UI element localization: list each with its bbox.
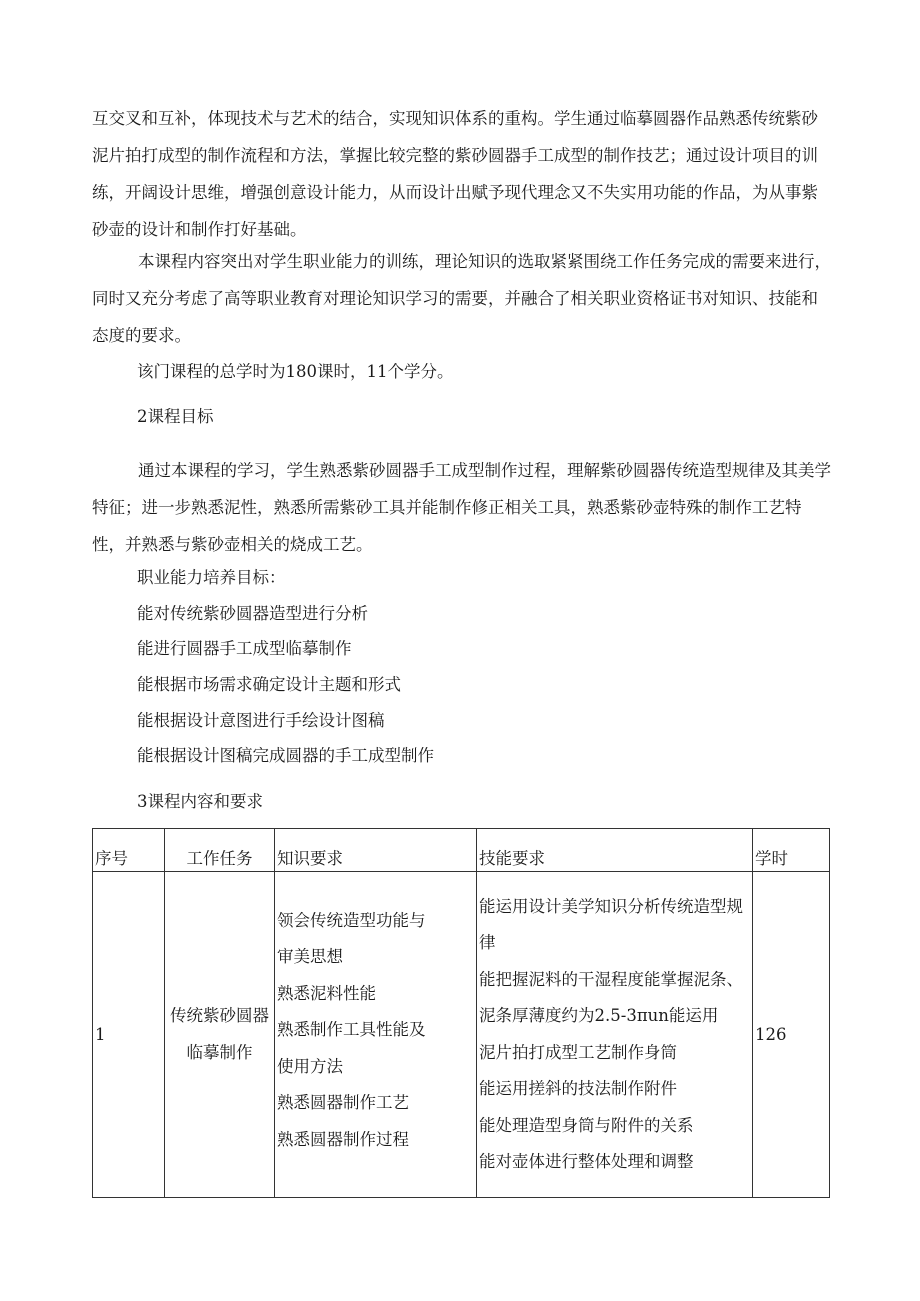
header-cell-knowledge: 知识要求 xyxy=(275,829,477,872)
table-row xyxy=(93,872,830,1198)
cell-skills xyxy=(477,872,753,1198)
skill-line: 能处理造型身筒与附件的关系 xyxy=(479,1115,694,1135)
cell-number: 1 xyxy=(93,872,165,1198)
header-cell-hours: 学时 xyxy=(753,829,830,872)
knowledge-line: 熟悉制作工具性能及 xyxy=(277,1020,426,1040)
skill-line: 能运用设计美学知识分析传统造型规 xyxy=(479,896,743,916)
paragraph-total-hours: 该门课程的总学时为180课时，11个学分。 xyxy=(137,362,454,381)
skill-line: 泥条厚薄度约为2.5-3πun能运用 xyxy=(479,1006,719,1025)
knowledge-line: 熟悉泥料性能 xyxy=(277,983,376,1003)
course-content-table xyxy=(92,828,830,1198)
header-cell-number: 序号 xyxy=(93,829,165,872)
knowledge-line: 领会传统造型功能与 xyxy=(277,910,426,930)
section-heading-course-content: 3课程内容和要求 xyxy=(137,792,263,811)
task-line: 传统紫砂圆器 xyxy=(170,1006,269,1025)
table-header-row xyxy=(93,829,830,872)
goal-item: 能根据设计意图进行手绘设计图稿 xyxy=(137,711,385,730)
goal-item: 能对传统紫砂圆器造型进行分析 xyxy=(137,604,368,623)
header-cell-task: 工作任务 xyxy=(165,829,275,872)
skill-line: 能对壶体进行整体处理和调整 xyxy=(479,1152,694,1171)
skill-line: 泥片拍打成型工艺制作身筒 xyxy=(479,1042,677,1062)
knowledge-line: 审美思想 xyxy=(277,947,343,967)
paragraph-course-intro: 互交叉和互补，体现技术与艺术的结合，实现知识体系的重构。学生通过临摹圆器作品熟悉传统紫砂泥片拍打成型的制作流程和方法，掌握比较完整的紫砂圆器手工成型的制作技艺；通过设计项目的训练，开阔设计思维，增强创意设计能力，从而设计出赋予现代理念又不失实用功能的作品，为从事紫砂壶的设计和制作打好基础。 xyxy=(92,109,818,239)
skill-line: 能把握泥料的干湿程度能掌握泥条、 xyxy=(479,969,743,989)
section-heading-course-goals: 2课程目标 xyxy=(137,407,214,426)
header-cell-skills: 技能要求 xyxy=(477,829,753,872)
paragraph-course-goals: 通过本课程的学习，学生熟悉紫砂圆器手工成型制作过程，理解紫砂圆器传统造型规律及其美学特征；进一步熟悉泥性，熟悉所需紫砂工具并能制作修正相关工具，熟悉紫砂壶特殊的制作工艺特性，并熟悉与紫砂壶相关的烧成工艺。 xyxy=(92,461,831,554)
task-line: 临摹制作 xyxy=(186,1042,253,1062)
knowledge-line: 熟悉圆器制作工艺 xyxy=(277,1093,409,1113)
goal-item: 能进行圆器手工成型临摹制作 xyxy=(137,639,352,658)
cell-knowledge xyxy=(275,872,477,1198)
goal-item: 能根据市场需求确定设计主题和形式 xyxy=(137,675,401,694)
paragraph-course-content: 本课程内容突出对学生职业能力的训练，理论知识的选取紧紧围绕工作任务完成的需要来进行，同时又充分考虑了高等职业教育对理论知识学习的需要，并融合了相关职业资格证书对知识、技能和态度的要求。 xyxy=(92,252,831,345)
goal-item: 能根据设计图稿完成圆器的手工成型制作 xyxy=(137,746,434,765)
skill-line: 律 xyxy=(479,933,496,952)
skill-line: 能运用搓斜的技法制作附件 xyxy=(479,1079,677,1098)
cell-hours: 126 xyxy=(753,872,830,1198)
knowledge-line: 使用方法 xyxy=(277,1056,343,1076)
cell-task xyxy=(165,872,275,1198)
knowledge-line: 熟悉圆器制作过程 xyxy=(277,1129,409,1149)
goals-title: 职业能力培养目标： xyxy=(137,568,286,587)
